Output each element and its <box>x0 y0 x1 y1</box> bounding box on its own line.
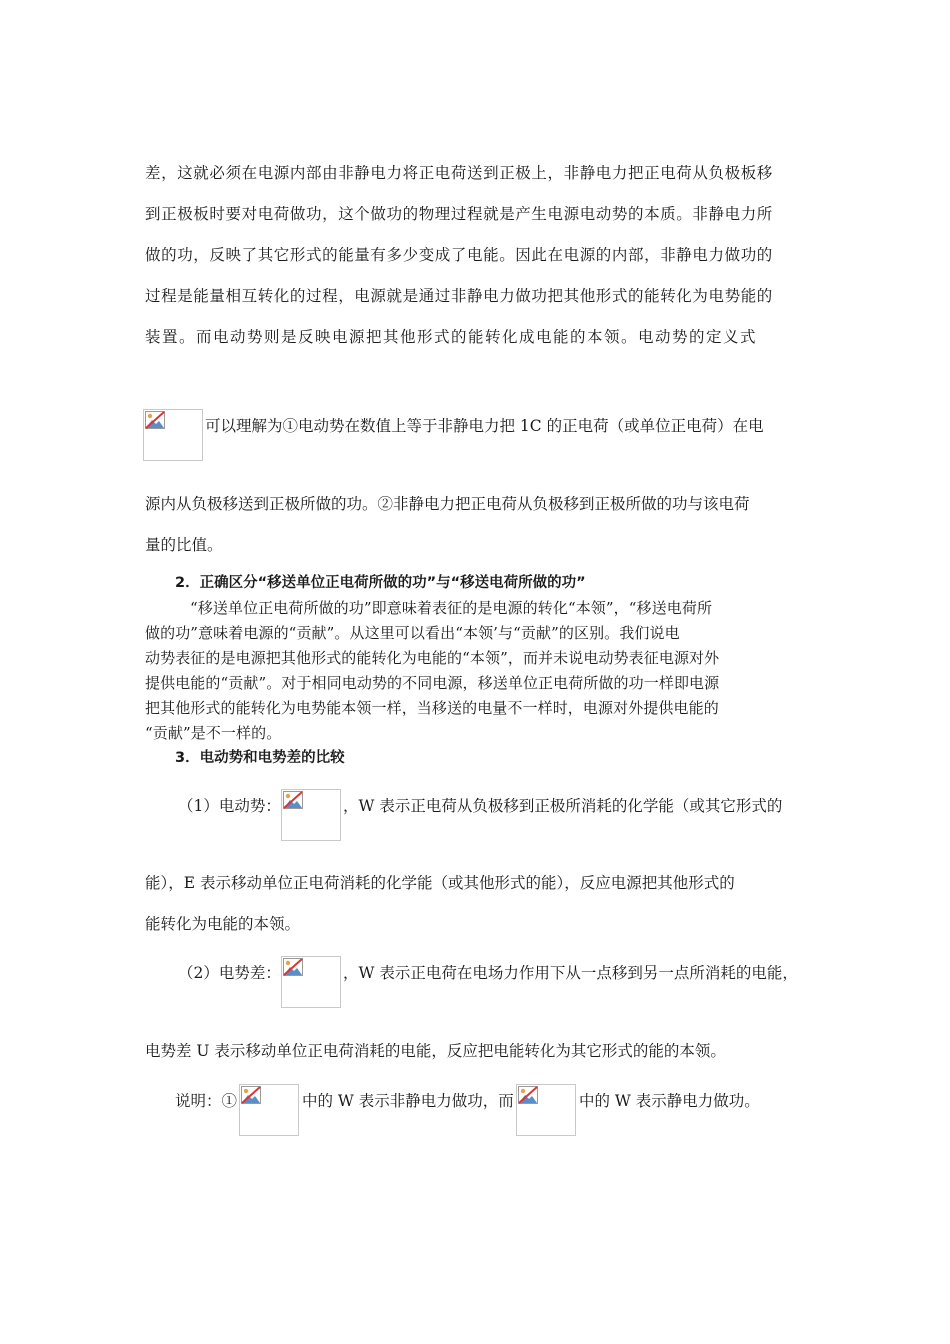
paragraph2-line2: 源内从负极移送到正极所做的功。②非静电力把正电荷从负极移到正极所做的功与该电荷 <box>145 495 750 513</box>
note-mid: 中的 W 表示非静电力做功，而 <box>302 1092 514 1110</box>
paragraph1-line4: 过程是能量相互转化的过程，电源就是通过非静电力做功把其他形式的能转化为电势能的 <box>145 287 773 305</box>
paragraph1-line3: 做的功，反映了其它形式的能量有多少变成了电能。因此在电源的内部，非静电力做功的 <box>145 246 773 264</box>
formula-image-note-1 <box>239 1084 299 1136</box>
item1-line2: 能），E 表示移动单位正电荷消耗的化学能（或其他形式的能），反应电源把其他形式的 <box>145 874 735 892</box>
item2-label: （2）电势差： <box>178 964 281 982</box>
note-label: 说明：① <box>175 1092 238 1110</box>
broken-image-icon <box>518 1086 538 1104</box>
section2-line1: “移送单位正电荷所做的功”即意味着表征的是电源的转化“本领”，“移送电荷所 <box>190 599 713 617</box>
broken-image-icon <box>283 791 303 809</box>
paragraph2-line1: 可以理解为①电动势在数值上等于非静电力把 1C 的正电荷（或单位正电荷）在电 <box>205 417 764 435</box>
section2-line4: 提供电能的“贡献”。对于相同电动势的不同电源，移送单位正电荷所做的功一样即电源 <box>145 674 720 692</box>
paragraph2-line3: 量的比值。 <box>145 536 223 554</box>
section2-line2: 做的功”意味着电源的“贡献”。从这里可以看出“本领’与“贡献”的区别。我们说电 <box>145 624 680 642</box>
section3-heading: 3．电动势和电势差的比较 <box>175 750 345 766</box>
paragraph1-line1: 差，这就必须在电源内部由非静电力将正电荷送到正极上，非静电力把正电荷从负极板移 <box>145 164 773 182</box>
section2-line6: “贡献”是不一样的。 <box>145 724 282 742</box>
formula-image-potential-difference <box>281 956 341 1008</box>
paragraph1-line2: 到正极板时要对电荷做功，这个做功的物理过程就是产生电源电动势的本质。非静电力所 <box>145 205 773 223</box>
formula-image-note-2 <box>516 1084 576 1136</box>
section2-line5: 把其他形式的能转化为电势能本领一样，当移送的电量不一样时，电源对外提供电能的 <box>145 699 719 717</box>
item1-line3: 能转化为电能的本领。 <box>145 915 301 933</box>
note-end: 中的 W 表示静电力做功。 <box>579 1092 760 1110</box>
item1-label: （1）电动势： <box>178 797 281 815</box>
section2-line3: 动势表征的是电源把其他形式的能转化为电能的“本领”，而并未说电动势表征电源对外 <box>145 649 720 667</box>
item2-text: ，W 表示正电荷在电场力作用下从一点移到另一点所消耗的电能， <box>343 964 798 982</box>
paragraph1-line5: 装置。而电动势则是反映电源把其他形式的能转化成电能的本领。电动势的定义式 <box>145 328 758 346</box>
item2-line2: 电势差 U 表示移动单位正电荷消耗的电能，反应把电能转化为其它形式的能的本领。 <box>145 1042 726 1060</box>
section2-heading: 2．正确区分“移送单位正电荷所做的功”与“移送电荷所做的功” <box>175 575 586 591</box>
item1-text: ，W 表示正电荷从负极移到正极所消耗的化学能（或其它形式的 <box>343 797 783 815</box>
broken-image-icon <box>283 958 303 976</box>
broken-image-icon <box>145 411 165 429</box>
formula-image-emf-definition <box>143 409 203 461</box>
broken-image-icon <box>241 1086 261 1104</box>
formula-image-emf <box>281 789 341 841</box>
